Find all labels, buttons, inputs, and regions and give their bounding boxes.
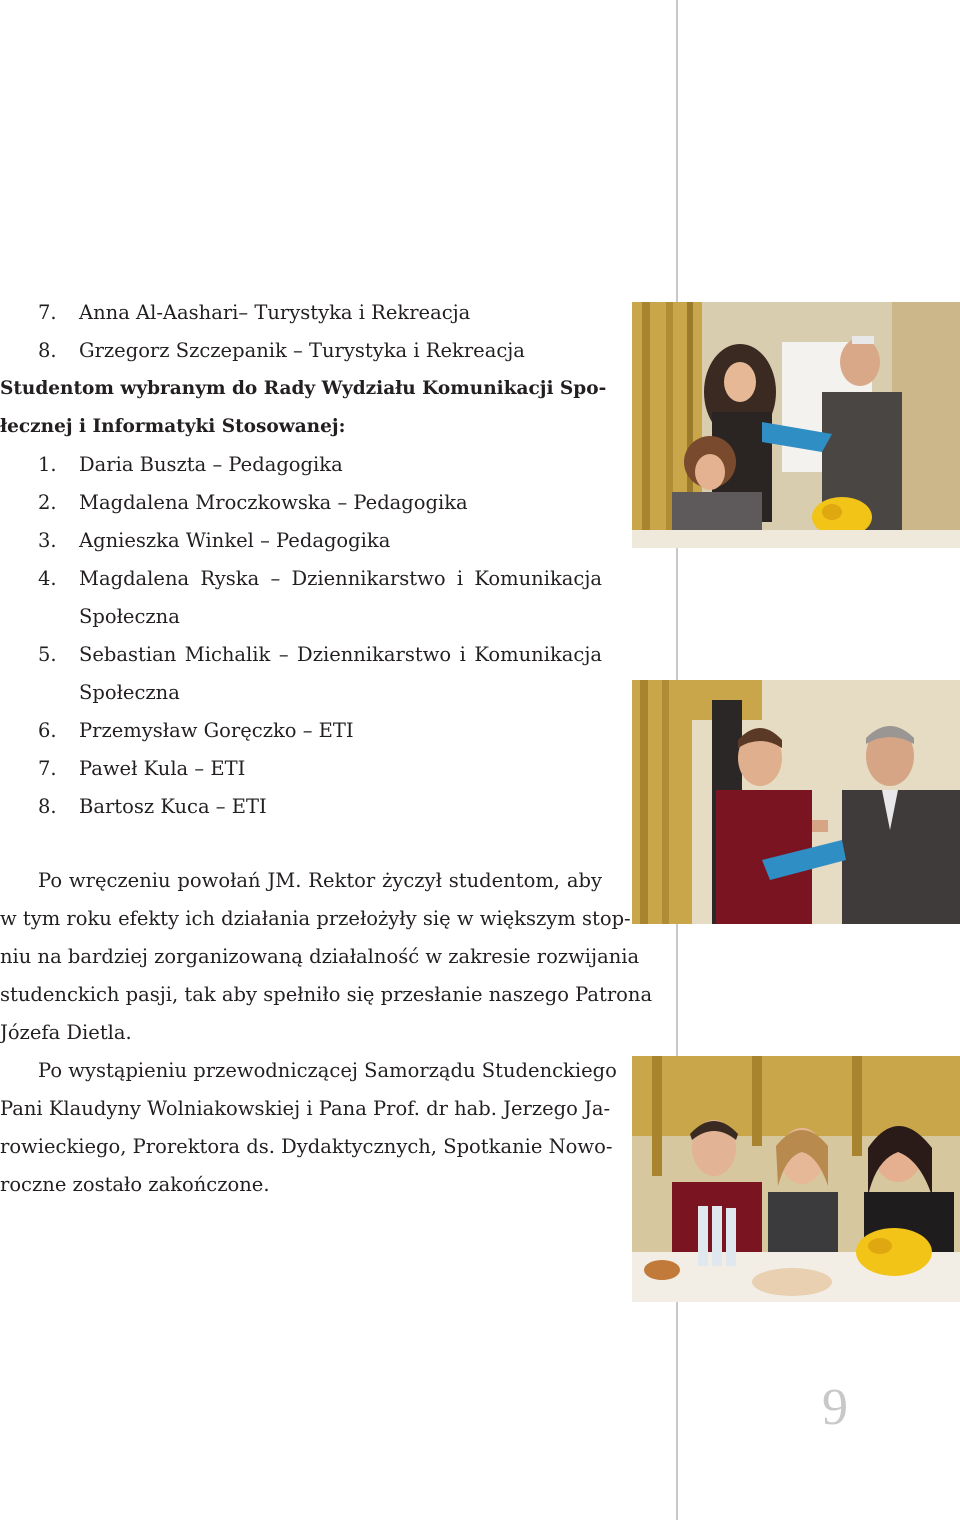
list-item-text: Bartosz Kuca – ETI [79, 795, 267, 818]
photo-rector-with-student [632, 680, 960, 924]
list-item-text: Anna Al-Aashari– Turystyka i Rekreacja [79, 301, 471, 324]
paragraph-line: Po wręczeniu powołań JM. Rektor życzył studentom, aby [38, 869, 602, 892]
list-number: 8. [38, 795, 57, 818]
list-number: 3. [38, 529, 57, 552]
list-item-text: Grzegorz Szczepanik – Turystyka i Rekreacja [79, 339, 525, 362]
list-item-text: Przemysław Goręczko – ETI [79, 719, 354, 742]
list-item-text: Daria Buszta – Pedagogika [79, 453, 343, 476]
list-item [0, 565, 602, 593]
list-item-text: Agnieszka Winkel – Pedagogika [79, 529, 391, 552]
section-heading-line-2: łecznej i Informatyki Stosowanej: [0, 416, 346, 437]
paragraph-line: Pani Klaudyny Wolniakowskiej i Pana Prof. dr hab. Jerzego Ja- [0, 1097, 611, 1120]
paragraph-line: niu na bardziej zorganizowaną działalność w zakresie rozwijania [0, 945, 640, 968]
list-item-continuation: Społeczna [79, 681, 180, 704]
list-number: 7. [38, 757, 57, 780]
paragraph-line: roczne zostało zakończone. [0, 1173, 270, 1196]
list-item-text: Paweł Kula – ETI [79, 757, 246, 780]
list-item [0, 641, 602, 669]
list-number: 4. [38, 567, 57, 590]
paragraph-line: studenckich pasji, tak aby spełniło się przesłanie naszego Patrona [0, 983, 653, 1006]
list-number: 2. [38, 491, 57, 514]
photo-students-at-table [632, 1056, 960, 1302]
paragraph-line: w tym roku efekty ich działania przełożyły się w większym stop- [0, 907, 631, 930]
list-item-text: Magdalena Ryska – Dziennikarstwo i Komunikacja [79, 567, 602, 590]
list-item-continuation: Społeczna [79, 605, 180, 628]
photo-certificate-handover [632, 302, 960, 548]
list-number: 1. [38, 453, 57, 476]
paragraph-line: Józefa Dietla. [0, 1021, 132, 1044]
list-item-text: Sebastian Michalik – Dziennikarstwo i Komunikacja [79, 643, 602, 666]
list-number: 6. [38, 719, 57, 742]
list-item-text: Magdalena Mroczkowska – Pedagogika [79, 491, 468, 514]
section-heading-line-1: Studentom wybranym do Rady Wydziału Komunikacji Spo- [0, 378, 607, 399]
page-number: 9 [822, 1379, 848, 1436]
list-number: 7. [38, 301, 57, 324]
paragraph-line: rowieckiego, Prorektora ds. Dydaktycznych, Spotkanie Nowo- [0, 1135, 613, 1158]
list-number: 5. [38, 643, 57, 666]
paragraph-line: Po wystąpieniu przewodniczącej Samorządu Studenckiego [38, 1059, 617, 1082]
list-number: 8. [38, 339, 57, 362]
